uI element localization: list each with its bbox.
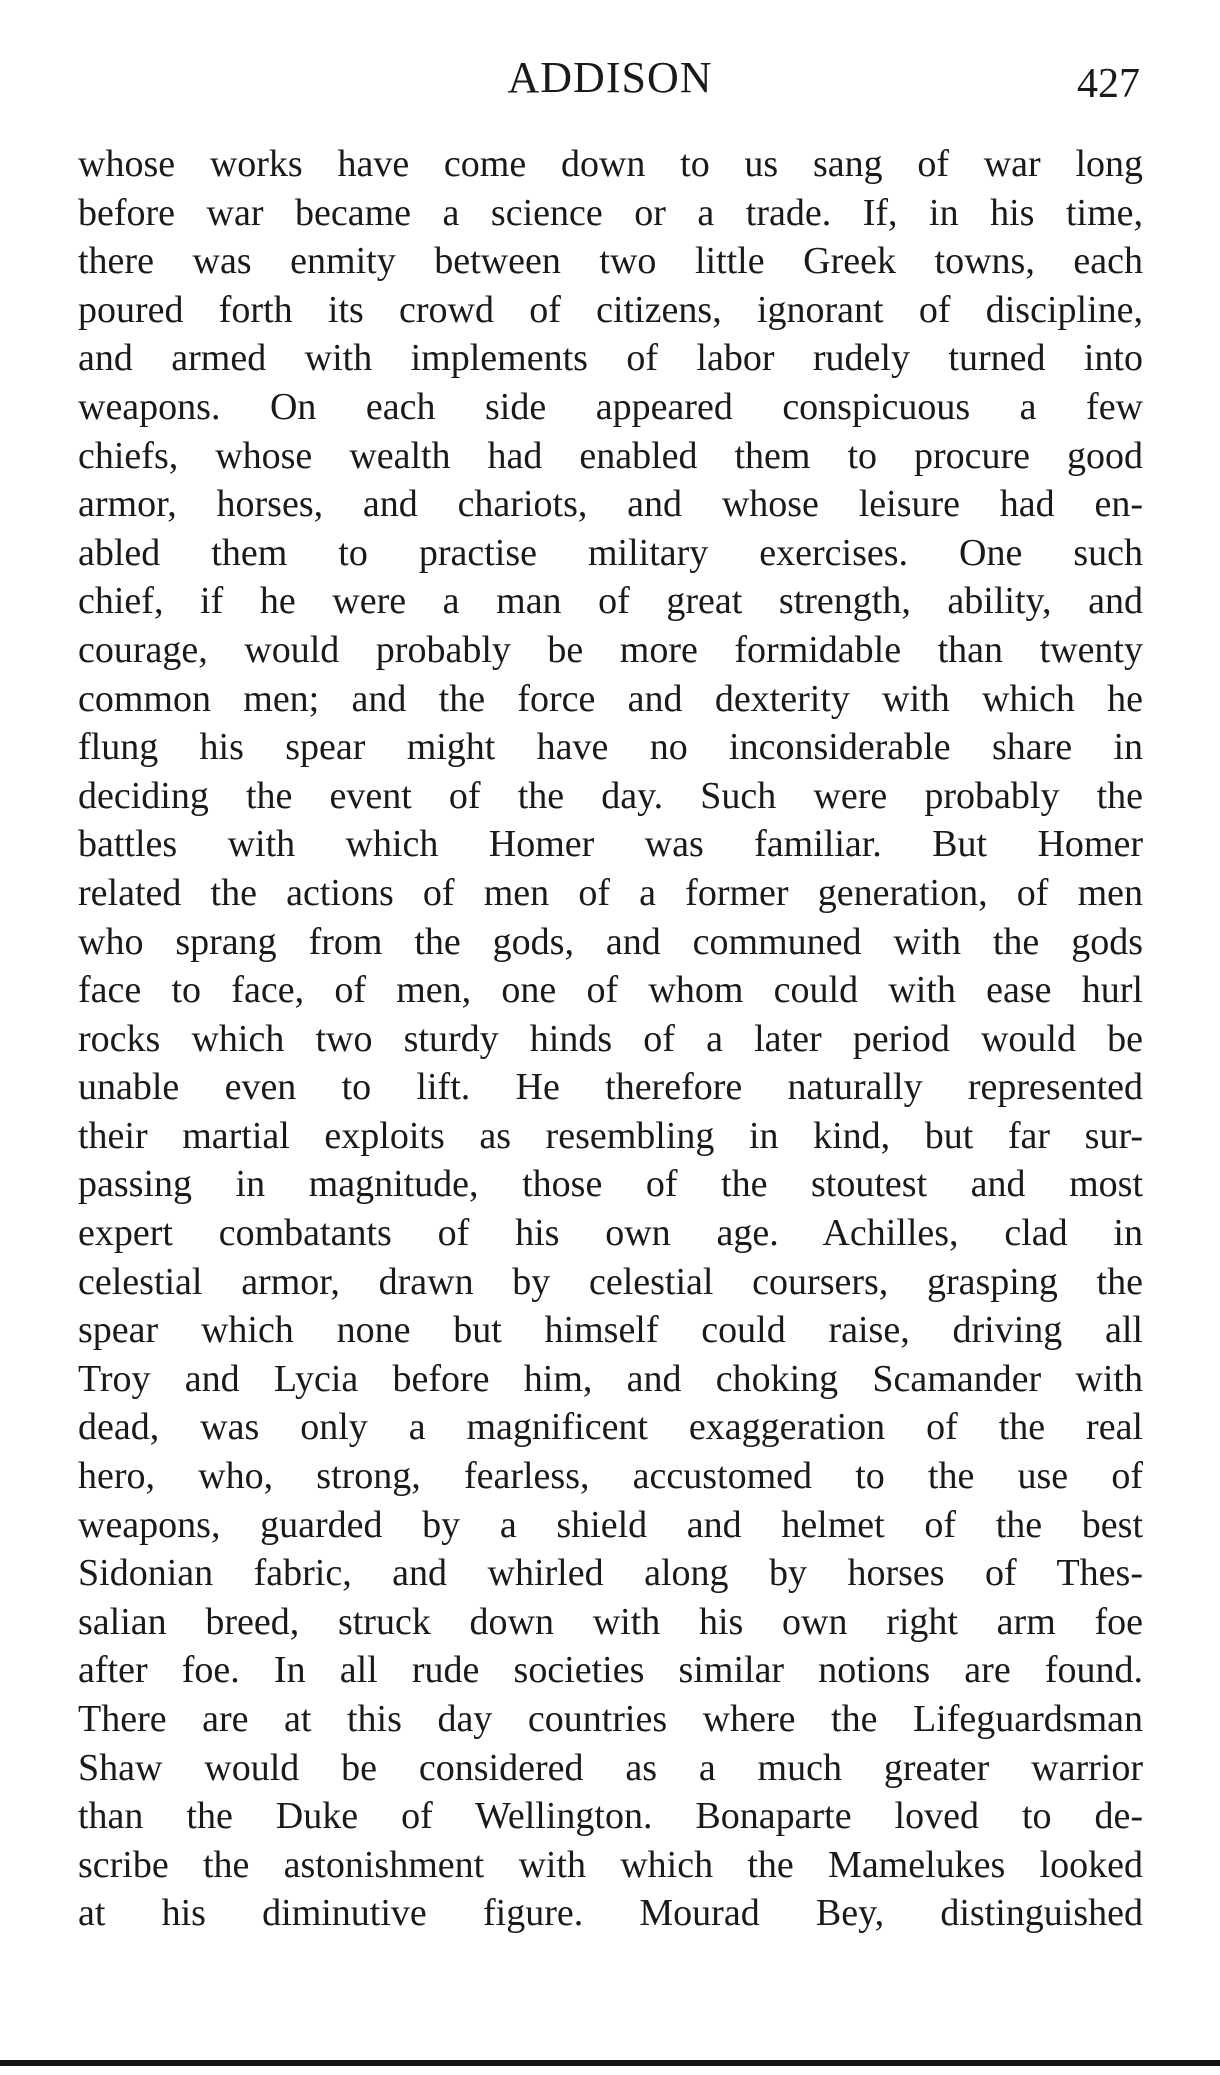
text-line: chief, if he were a man of great strength, ability, and (78, 580, 1143, 623)
text-line: and armed with implements of labor rudely turned into (78, 337, 1143, 380)
text-line: common men; and the force and dexterity with which he (78, 677, 1143, 720)
text-line: related the actions of men of a former generation, of men (78, 871, 1143, 914)
text-line: weapons. On each side appeared conspicuous a few (78, 385, 1143, 428)
text-line: passing in magnitude, those of the stoutest and most (78, 1163, 1143, 1206)
text-line: There are at this day countries where the Lifeguardsman (78, 1698, 1143, 1740)
page-number: 427 (1077, 61, 1140, 107)
text-line: celestial armor, drawn by celestial coursers, grasping the (78, 1260, 1143, 1303)
text-line: expert combatants of his own age. Achilles, clad in (78, 1212, 1143, 1255)
text-line: salian breed, struck down with his own right arm foe (78, 1600, 1143, 1643)
text-line: before war became a science or a trade. If, in his time, (78, 191, 1143, 234)
text-line: rocks which two sturdy hinds of a later period would be (78, 1017, 1143, 1060)
text-line: their martial exploits as resembling in kind, but far sur- (78, 1114, 1143, 1157)
bottom-rule (0, 2060, 1220, 2066)
text-line: chiefs, whose wealth had enabled them to procure good (78, 434, 1143, 477)
text-line: flung his spear might have no inconsiderable share in (78, 726, 1143, 769)
text-line: deciding the event of the day. Such were probably the (78, 774, 1143, 817)
text-line: Shaw would be considered as a much greater warrior (78, 1746, 1143, 1789)
text-line: courage, would probably be more formidable than twenty (78, 628, 1143, 671)
body-text (78, 140, 1143, 1938)
text-line: poured forth its crowd of citizens, ignorant of discipline, (78, 288, 1143, 331)
running-title: ADDISON (507, 53, 713, 102)
running-head (80, 52, 1140, 112)
text-line: hero, who, strong, fearless, accustomed to the use of (78, 1455, 1143, 1498)
text-line: abled them to practise military exercises. One such (78, 531, 1143, 574)
text-line: there was enmity between two little Greek towns, each (78, 240, 1143, 283)
text-line: armor, horses, and chariots, and whose leisure had en- (78, 483, 1143, 526)
text-line: face to face, of men, one of whom could with ease hurl (78, 969, 1143, 1012)
text-line: whose works have come down to us sang of war long (78, 143, 1143, 185)
text-line: weapons, guarded by a shield and helmet of the best (78, 1503, 1143, 1546)
text-line: spear which none but himself could raise, driving all (78, 1309, 1143, 1352)
text-line: scribe the astonishment with which the Mamelukes looked (78, 1843, 1143, 1886)
text-line: at his diminutive figure. Mourad Bey, distinguished (78, 1892, 1143, 1935)
text-line: who sprang from the gods, and communed with the gods (78, 920, 1143, 963)
text-line: Troy and Lycia before him, and choking Scamander with (78, 1357, 1143, 1400)
text-line: than the Duke of Wellington. Bonaparte loved to de- (78, 1795, 1143, 1838)
text-line: dead, was only a magnificent exaggeration of the real (78, 1406, 1143, 1449)
text-line: after foe. In all rude societies similar notions are found. (78, 1649, 1143, 1692)
text-line: battles with which Homer was familiar. But Homer (78, 823, 1143, 866)
text-line: unable even to lift. He therefore naturally represented (78, 1066, 1143, 1109)
text-line: Sidonian fabric, and whirled along by horses of Thes- (78, 1552, 1143, 1595)
